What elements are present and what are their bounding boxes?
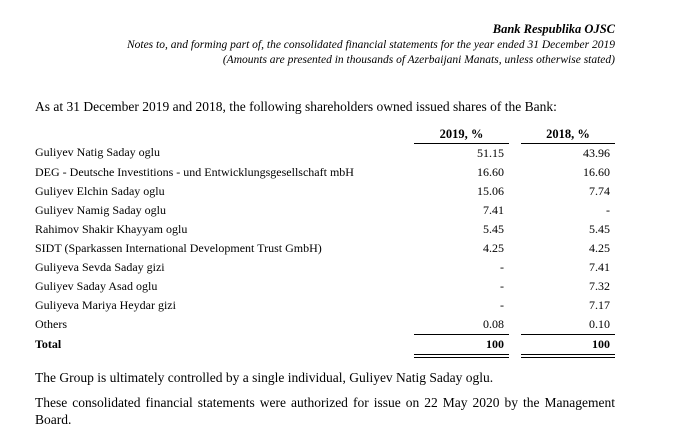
pct-2018-value: 16.60 xyxy=(583,164,610,179)
shareholder-name: DEG - Deutsche Investitions - und Entwicklungsgesellschaft mbH xyxy=(35,164,354,179)
pct-2019-value: - xyxy=(500,259,504,274)
pct-2018-value: 7.74 xyxy=(589,183,610,198)
table-row xyxy=(35,201,615,220)
bank-name: Bank Respublika OJSC xyxy=(492,22,615,36)
pct-2018-value: 0.10 xyxy=(521,315,615,335)
pct-2019-value: 7.41 xyxy=(483,202,504,217)
notes-subtitle: Notes to, and forming part of, the consolidated financial statements for the year ended 31 December 2019 xyxy=(126,38,615,51)
amounts-note: (Amounts are presented in thousands of Azerbaijani Manats, unless otherwise stated) xyxy=(222,54,615,66)
running-header xyxy=(35,22,615,69)
pct-2019-value: 100 xyxy=(414,334,509,356)
pct-2019-value: 16.60 xyxy=(477,164,504,179)
control-note: The Group is ultimately controlled by a single individual, Guliyev Natig Saday oglu. xyxy=(35,369,494,385)
column-gap xyxy=(509,277,521,296)
table-row xyxy=(35,277,615,296)
shareholder-name: Guliyev Elchin Saday oglu xyxy=(35,183,165,198)
column-gap xyxy=(509,239,521,258)
column-gap xyxy=(509,143,521,163)
column-gap xyxy=(509,163,521,182)
shareholder-name: Guliyev Saday Asad oglu xyxy=(35,278,158,293)
column-gap xyxy=(509,220,521,239)
shareholder-name: Others xyxy=(35,316,67,331)
pct-2018-value: 7.17 xyxy=(589,297,610,312)
pct-2018-value: - xyxy=(606,202,610,217)
column-gap xyxy=(509,182,521,201)
header-row xyxy=(35,127,615,144)
shareholders-table-body xyxy=(35,143,615,356)
pct-2019-value: - xyxy=(500,297,504,312)
pct-2019-value: 51.15 xyxy=(477,145,504,160)
shareholder-name: Guliyev Namig Saday oglu xyxy=(35,202,166,217)
column-header-2019: 2019, % xyxy=(414,127,509,144)
pct-2018-value: 43.96 xyxy=(583,145,610,160)
pct-2018-value: 5.45 xyxy=(589,221,610,236)
total-row xyxy=(35,334,615,356)
table-row xyxy=(35,163,615,182)
shareholders-table-head xyxy=(35,127,615,144)
shareholder-column-header xyxy=(35,127,414,144)
pct-2018-value: 7.41 xyxy=(589,259,610,274)
column-gap xyxy=(509,334,521,356)
column-gap xyxy=(509,315,521,335)
shareholder-name: Rahimov Shakir Khayyam oglu xyxy=(35,221,188,236)
authorization-note: These consolidated financial statements were authorized for issue on 22 May 2020 by the Management Board. xyxy=(35,394,615,427)
table-row xyxy=(35,239,615,258)
column-gap xyxy=(509,296,521,315)
column-header-2018: 2018, % xyxy=(521,127,615,144)
pct-2019-value: - xyxy=(500,278,504,293)
pct-2019-value: 15.06 xyxy=(477,183,504,198)
table-row xyxy=(35,258,615,277)
pct-2018-value: 4.25 xyxy=(589,240,610,255)
shareholder-name: Guliyeva Mariya Heydar gizi xyxy=(35,297,176,312)
table-row xyxy=(35,315,615,335)
column-gap xyxy=(509,127,521,144)
shareholders-table xyxy=(35,127,615,358)
pct-2019-value: 0.08 xyxy=(414,315,509,335)
column-gap xyxy=(509,258,521,277)
table-row xyxy=(35,296,615,315)
intro-sentence: As at 31 December 2019 and 2018, the following shareholders owned issued shares of the Bank: xyxy=(35,98,557,114)
pct-2018-value: 100 xyxy=(521,334,615,356)
pct-2019-value: 5.45 xyxy=(483,221,504,236)
pct-2018-value: 7.32 xyxy=(589,278,610,293)
pct-2019-value: 4.25 xyxy=(483,240,504,255)
table-row xyxy=(35,143,615,163)
shareholder-name: SIDT (Sparkassen International Development Trust GmbH) xyxy=(35,240,322,255)
shareholder-name: Total xyxy=(35,337,62,352)
column-gap xyxy=(509,201,521,220)
table-row xyxy=(35,220,615,239)
table-row xyxy=(35,182,615,201)
shareholder-name: Guliyeva Sevda Saday gizi xyxy=(35,259,165,274)
shareholder-name: Guliyev Natig Saday oglu xyxy=(35,145,160,160)
